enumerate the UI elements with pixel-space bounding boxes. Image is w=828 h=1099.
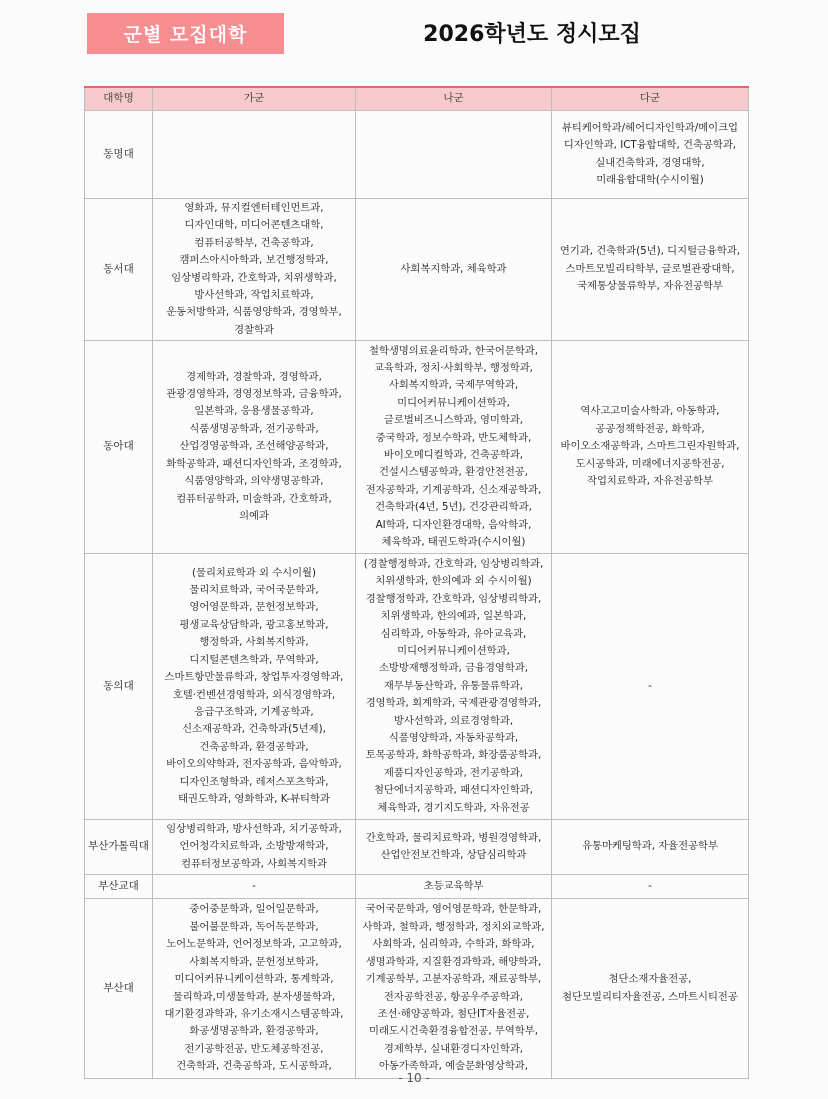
cell-line: 전자공학과, 기계공학과, 신소재공학과, [365, 483, 542, 496]
cell-line: 물리치료학과, 국어국문학과, [189, 584, 319, 597]
university-name [85, 554, 153, 820]
cell-line: 사회복지학과, 국제무역학과, [388, 379, 519, 392]
da-group-cell [552, 899, 749, 1079]
cell-line: (경찰행정학과, 간호학과, 임상병리학과, [363, 557, 544, 570]
cell-line: 교육학과, 정치·사회학부, 행정학과, [374, 361, 533, 374]
cell-line: 경제학과, 경찰학과, 경영학과, [186, 370, 322, 383]
table-header-row [85, 87, 749, 111]
cell-line: 대기환경과학과, 유기소재시스템공학과, [164, 1007, 344, 1020]
cell-line: 전기공학전공, 반도체공학전공, [184, 1042, 324, 1055]
cell-line: 사회복지학과, 문헌정보학과, [189, 955, 319, 968]
cell-line: 조선·해양공학과, 첨단IT자율전공, [377, 1007, 530, 1020]
cell-line: 미디어커뮤니케이션학과, [397, 644, 510, 657]
cell-line: 바이오의약학과, 전자공학과, 음악학과, [166, 758, 342, 771]
cell-line: 디지털콘텐츠학과, 무역학과, [189, 653, 319, 666]
cell-line: 첨단소재자율전공, [608, 973, 692, 986]
university-name [85, 341, 153, 554]
cell-line: 디자인학과, ICT융합대학, 건축공학과, [563, 139, 737, 152]
cell-line: 첨단모빌리티자율전공, 스마트시티전공 [562, 990, 738, 1003]
page-number: - 10 - [398, 1071, 430, 1085]
cell-line: 철학생명의료윤리학과, 한국어문학과, [369, 344, 538, 357]
cell-line: 토목공학과, 화학공학과, 화장품공학과, [365, 749, 542, 762]
cell-line: 운동처방학과, 식품영양학과, 경영학부, [166, 306, 342, 319]
cell-line: 동서대 [103, 262, 134, 275]
cell-line: - [252, 879, 256, 892]
cell-line: 동명대 [103, 147, 134, 160]
cell-line: 산업안전보건학과, 상담심리학과 [380, 849, 527, 861]
cell-line: (물리치료학과 외 수시이월) [192, 566, 316, 579]
cell-line: 임상병리학과, 방사선학과, 치기공학과, [166, 822, 342, 835]
cell-line: 동아대 [103, 440, 134, 453]
cell-line: 식품영양학과, 자동차공학과, [388, 732, 519, 745]
cell-line: 언어청각치료학과, 소방방재학과, [179, 840, 329, 853]
cell-line: 전자공학전공, 항공우주공학과, [383, 990, 524, 1003]
cell-line: 관광경영학과, 경영정보학과, 금융학과, [166, 388, 342, 401]
university-name [85, 820, 153, 875]
cell-line: AI학과, 디자인환경대학, 음악학과, [375, 518, 532, 531]
ga-group-cell [153, 199, 356, 341]
cell-line: 노어노문학과, 언어정보학과, 고고학과, [166, 938, 342, 951]
cell-line: 불어불문학과, 독어독문학과, [189, 920, 319, 933]
na-group-cell [356, 820, 552, 875]
cell-line: 건설시스템공학과, 환경안전전공, [378, 466, 529, 479]
na-group-cell [356, 199, 552, 341]
cell-line: 부산 [88, 840, 109, 853]
cell-line: 스마트모빌리티학부, 글로벌관광대학, [565, 262, 735, 275]
cell-line: 생명과학과, 지질환경과학과, 해양학과, [365, 955, 542, 968]
cell-line: 아동가족학과, 예술문화영상학과, [378, 1060, 529, 1073]
cell-line: 역사고고미술사학과, 아동학과, [580, 405, 720, 418]
cell-line: 도시공학과, 미래에너지공학전공, [575, 457, 725, 470]
da-group-cell [552, 554, 749, 820]
page-title: 2026학년도 정시모집 [423, 22, 641, 47]
na-group-cell [356, 875, 552, 899]
cell-line: 산업경영공학과, 조선해양공학과, [179, 440, 329, 453]
cell-line: 건축학과(4년, 5년), 건강관리학과, [375, 501, 532, 514]
table-row [85, 111, 749, 199]
cell-line: 실내건축학과, 경영대학, [595, 156, 705, 169]
cell-line: 치위생학과, 한의예과 외 수시이월) [375, 575, 532, 588]
cell-line: 사학과, 철학과, 행정학과, 정치외교학과, [362, 920, 545, 933]
cell-line: 미래융합대학(수시이월) [596, 173, 704, 186]
cell-line: 부산교대 [98, 879, 139, 892]
cell-line: 경영학과, 회계학과, 국제관광경영학과, [365, 697, 542, 710]
university-name [85, 199, 153, 341]
cell-line: 화공생명공학과, 환경공학과, [189, 1025, 319, 1038]
university-name [85, 875, 153, 899]
university-name [85, 111, 153, 199]
cell-line: 국제통상물류학부, 자유전공학부 [577, 280, 723, 293]
cell-line: 국어국문학과, 영어영문학과, 한문학과, [365, 903, 542, 916]
cell-line: 사회학과, 심리학과, 수학과, 화학과, [372, 938, 535, 951]
cell-line: 바이오소재공학과, 스마트그린자원학과, [560, 440, 740, 453]
column-header: 대학명 [85, 87, 153, 111]
cell-line: 재무부동산학과, 유통물류학과, [383, 679, 524, 692]
table-row [85, 899, 749, 1079]
cell-line: - [648, 879, 652, 892]
ga-group-cell [153, 554, 356, 820]
admissions-table [84, 86, 749, 1079]
table-row [85, 554, 749, 820]
cell-line: 동의대 [103, 679, 134, 692]
cell-line: 응급구조학과, 기계공학과, [194, 705, 314, 718]
cell-line: 방사선학과, 의료경영학과, [393, 714, 514, 727]
cell-line: 컴퓨터공학과, 미술학과, 간호학과, [176, 492, 332, 505]
cell-line: 바이오메디컬학과, 건축공학과, [383, 449, 524, 461]
ga-group-cell [153, 820, 356, 875]
cell-line: 간호학과, 물리치료학과, 병원경영학과, [365, 831, 542, 844]
cell-line: 평생교육상담학과, 광고홍보학과, [179, 618, 329, 631]
da-group-cell [552, 875, 749, 899]
cell-line: 건축학과, 건축공학과, 도시공학과, [176, 1060, 332, 1073]
cell-line: 사회복지학과, 체육학과 [400, 262, 507, 275]
cell-line: 호텔·컨벤션경영학과, 외식경영학과, [172, 688, 336, 701]
cell-line: 화학공학과, 패션디자인학과, 조경학과, [166, 457, 342, 470]
table-row [85, 875, 749, 899]
cell-line: 캠퍼스아시아학과, 보건행정학과, [179, 254, 329, 267]
cell-line: 임상병리학과, 간호학과, 치위생학과, [171, 271, 337, 284]
cell-line: 초등교육학부 [423, 879, 484, 892]
cell-line: 디자인조형학과, 레저스포츠학과, [179, 775, 329, 788]
column-header: 나군 [356, 87, 552, 111]
cell-line: 행정학과, 사회복지학과, [199, 636, 309, 649]
cell-line: 경찰행정학과, 간호학과, 임상병리학과, [365, 592, 542, 605]
da-group-cell [552, 820, 749, 875]
cell-line: 경찰학과 [234, 323, 274, 336]
cell-line: 경제학부, 실내환경디자인학과, [383, 1042, 524, 1055]
ga-group-cell [153, 341, 356, 554]
cell-line: 심리학과, 아동학과, 유아교육과, [380, 627, 527, 640]
cell-line: 부산대 [103, 981, 134, 994]
da-group-cell [552, 111, 749, 199]
cell-line: 컴퓨터공학부, 건축공학과, [194, 236, 314, 249]
na-group-cell [356, 341, 552, 554]
cell-line: 영어영문학과, 문헌정보학과, [189, 601, 319, 614]
cell-line: 미래도시건축환경융합전공, 무역학부, [369, 1025, 538, 1038]
na-group-cell [356, 554, 552, 820]
cell-line: 컴퓨터정보공학과, 사회복지학과 [181, 857, 327, 870]
cell-line: 연기과, 건축학과(5년), 디지털금융학과, [559, 245, 741, 258]
cell-line: 일본학과, 응용생물공학과, [194, 405, 314, 418]
cell-line: 중국학과, 정보수학과, 반도체학과, [375, 431, 532, 444]
cell-line: 유통마케팅학과, 자율전공학부 [582, 840, 718, 853]
column-header: 가군 [153, 87, 356, 111]
cell-line: 글로벌비즈니스학과, 영미학과, [383, 414, 524, 427]
cell-line: 중어중문학과, 일어일문학과, [189, 903, 319, 916]
table-row [85, 341, 749, 554]
university-name [85, 899, 153, 1079]
cell-line: 태권도학과, 영화학과, K-뷰티학과 [178, 792, 330, 805]
cell-line: 작업치료학과, 자유전공학부 [587, 475, 713, 488]
cell-line: 스마트항만물류학과, 창업투자경영학과, [164, 671, 344, 684]
ga-group-cell [153, 875, 356, 899]
cell-line: 디자인대학, 미디어콘텐츠대학, [184, 219, 324, 232]
cell-line: 소방방재행정학과, 금융경영학과, [378, 662, 529, 675]
cell-line: 미디어커뮤니케이션학과, 통계학과, [174, 973, 334, 986]
cell-line: 식품영양학과, 의약생명공학과, [184, 475, 324, 488]
cell-line: 치위생학과, 한의예과, 일본학과, [380, 610, 527, 623]
cell-line: 건축공학과, 환경공학과, [199, 740, 309, 753]
cell-line: 식품생명공학과, 전기공학과, [189, 422, 319, 435]
cell-line: 의예과 [239, 509, 269, 522]
table-row [85, 199, 749, 341]
category-badge: 군별 모집대학 [87, 13, 284, 54]
na-group-cell [356, 899, 552, 1079]
da-group-cell [552, 341, 749, 554]
cell-line: 기계공학부, 고분자공학과, 재료공학부, [365, 973, 542, 986]
table-row [85, 820, 749, 875]
cell-line: 가톨릭대 [108, 840, 149, 853]
cell-line: 뷰티케어학과/헤어디자인학과/메이크업 [561, 121, 739, 134]
cell-line: 공공정책학전공, 화학과, [595, 422, 705, 435]
cell-line: 방사선학과, 작업치료학과, [194, 288, 314, 301]
da-group-cell [552, 199, 749, 341]
cell-line: 체육학과, 태권도학과(수시이월) [381, 536, 526, 549]
ga-group-cell [153, 111, 356, 199]
cell-line: - [648, 679, 652, 692]
cell-line: 영화과, 뮤지컬엔터테인먼트과, [184, 201, 324, 214]
cell-line: 제품디자인공학과, 전기공학과, [383, 766, 524, 779]
cell-line: 첨단에너지공학과, 패션디자인학과, [373, 784, 534, 797]
cell-line: 미디어커뮤니케이션학과, [397, 396, 510, 409]
cell-line: 물리학과,미생물학과, 분자생물학과, [172, 990, 336, 1003]
ga-group-cell [153, 899, 356, 1079]
na-group-cell [356, 111, 552, 199]
cell-line: 체육학과, 경기지도학과, 자유전공 [377, 801, 530, 814]
cell-line: 신소재공학과, 건축학과(5년제), [182, 723, 326, 736]
column-header: 다군 [552, 87, 749, 111]
